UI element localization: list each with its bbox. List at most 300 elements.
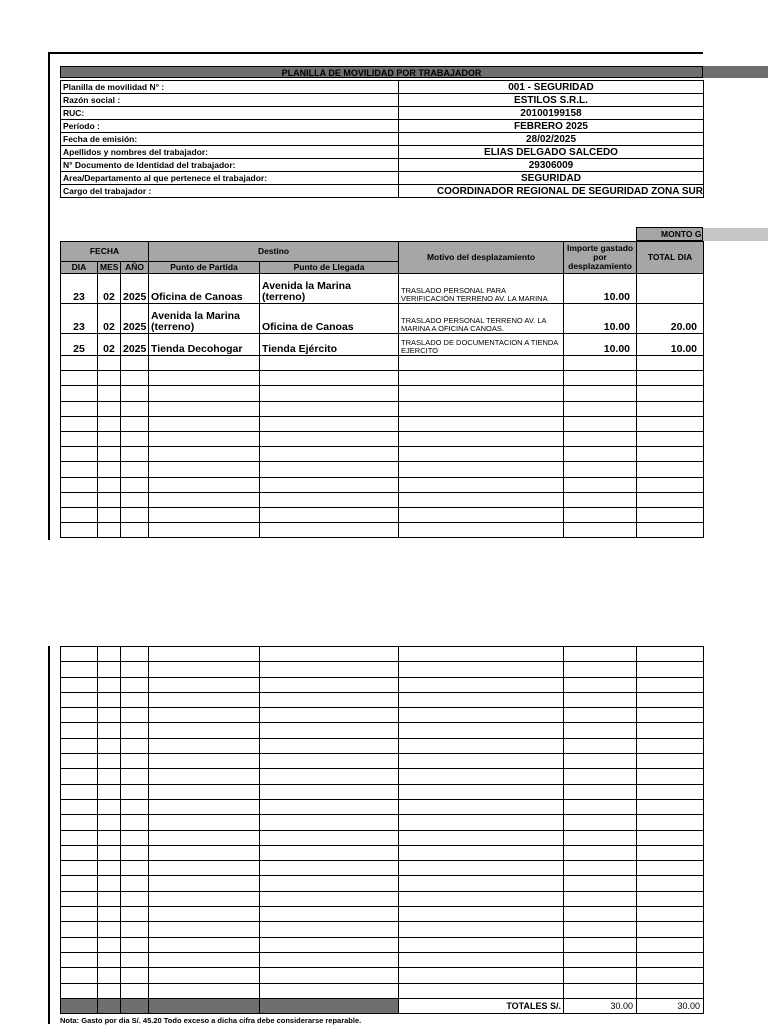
- empty-cell: [121, 401, 149, 416]
- empty-cell: [121, 462, 149, 477]
- info-value: FEBRERO 2025: [399, 120, 704, 133]
- empty-cell: [637, 738, 704, 753]
- empty-row: [61, 922, 704, 937]
- title-bar-extension: [703, 66, 768, 78]
- cell-llegada: Tienda Ejército: [260, 334, 399, 356]
- empty-cell: [564, 922, 637, 937]
- empty-cell: [637, 431, 704, 446]
- empty-cell: [564, 723, 637, 738]
- empty-cell: [98, 447, 121, 462]
- empty-cell: [149, 356, 260, 371]
- info-label: Cargo del trabajador :: [61, 185, 399, 198]
- empty-row: [61, 477, 704, 492]
- empty-cell: [121, 799, 149, 814]
- empty-row: [61, 830, 704, 845]
- empty-cell: [98, 371, 121, 386]
- empty-cell: [564, 708, 637, 723]
- empty-cell: [260, 784, 399, 799]
- empty-cell: [564, 416, 637, 431]
- empty-cell: [637, 386, 704, 401]
- empty-cell: [399, 754, 564, 769]
- empty-cell: [61, 416, 98, 431]
- empty-cell: [564, 769, 637, 784]
- col-anio-header: AÑO: [121, 262, 149, 274]
- info-row: [61, 133, 704, 146]
- empty-cell: [399, 507, 564, 522]
- empty-cell: [61, 769, 98, 784]
- empty-cell: [121, 784, 149, 799]
- empty-cell: [399, 922, 564, 937]
- empty-row: [61, 968, 704, 983]
- cell-llegada: Oficina de Canoas: [260, 304, 399, 334]
- empty-cell: [61, 983, 98, 998]
- empty-cell: [121, 952, 149, 967]
- empty-cell: [260, 738, 399, 753]
- empty-cell: [121, 523, 149, 538]
- empty-cell: [399, 492, 564, 507]
- empty-cell: [564, 431, 637, 446]
- empty-cell: [637, 891, 704, 906]
- empty-cell: [149, 769, 260, 784]
- empty-cell: [121, 723, 149, 738]
- empty-cell: [61, 922, 98, 937]
- empty-cell: [260, 769, 399, 784]
- empty-cell: [564, 876, 637, 891]
- empty-cell: [260, 647, 399, 662]
- empty-cell: [121, 876, 149, 891]
- empty-cell: [260, 356, 399, 371]
- empty-cell: [121, 447, 149, 462]
- empty-cell: [564, 891, 637, 906]
- empty-cell: [61, 968, 98, 983]
- empty-cell: [98, 523, 121, 538]
- empty-cell: [564, 830, 637, 845]
- info-value: 29306009: [399, 159, 704, 172]
- empty-cell: [149, 416, 260, 431]
- empty-cell: [121, 647, 149, 662]
- empty-cell: [260, 416, 399, 431]
- info-label: N° Documento de Identidad del trabajador:: [61, 159, 399, 172]
- empty-cell: [98, 952, 121, 967]
- empty-cell: [61, 386, 98, 401]
- empty-row: [61, 431, 704, 446]
- empty-cell: [149, 523, 260, 538]
- empty-cell: [149, 861, 260, 876]
- empty-cell: [564, 784, 637, 799]
- info-value: 20100199158: [399, 107, 704, 120]
- empty-cell: [121, 738, 149, 753]
- empty-cell: [61, 692, 98, 707]
- empty-row: [61, 861, 704, 876]
- empty-cell: [637, 754, 704, 769]
- info-value: 001 - SEGURIDAD: [399, 81, 704, 94]
- empty-row: [61, 738, 704, 753]
- empty-cell: [564, 647, 637, 662]
- info-label: Fecha de emisión:: [61, 133, 399, 146]
- empty-cell: [149, 937, 260, 952]
- empty-cell: [564, 983, 637, 998]
- empty-cell: [61, 708, 98, 723]
- empty-cell: [637, 968, 704, 983]
- empty-row: [61, 937, 704, 952]
- empty-row: [61, 692, 704, 707]
- col-mes-header: MES: [98, 262, 121, 274]
- empty-cell: [98, 845, 121, 860]
- empty-cell: [98, 830, 121, 845]
- empty-cell: [61, 952, 98, 967]
- info-label: Area/Departamento al que pertenece el trabajador:: [61, 172, 399, 185]
- empty-cell: [637, 952, 704, 967]
- empty-cell: [260, 447, 399, 462]
- info-row: [61, 146, 704, 159]
- empty-cell: [61, 507, 98, 522]
- empty-cell: [149, 845, 260, 860]
- empty-cell: [149, 891, 260, 906]
- empty-cell: [98, 492, 121, 507]
- empty-cell: [121, 907, 149, 922]
- empty-row: [61, 647, 704, 662]
- info-label: Período :: [61, 120, 399, 133]
- empty-cell: [260, 983, 399, 998]
- empty-cell: [637, 507, 704, 522]
- empty-cell: [260, 952, 399, 967]
- empty-cell: [121, 371, 149, 386]
- empty-cell: [121, 708, 149, 723]
- empty-cell: [564, 845, 637, 860]
- empty-row: [61, 876, 704, 891]
- empty-cell: [121, 677, 149, 692]
- empty-cell: [564, 952, 637, 967]
- empty-cell: [637, 708, 704, 723]
- empty-cell: [61, 845, 98, 860]
- empty-cell: [399, 723, 564, 738]
- info-label: Apellidos y nombres del trabajador:: [61, 146, 399, 159]
- empty-cell: [399, 983, 564, 998]
- movilidad-table: [60, 241, 704, 538]
- empty-cell: [399, 431, 564, 446]
- empty-cell: [61, 723, 98, 738]
- empty-row: [61, 386, 704, 401]
- empty-cell: [637, 677, 704, 692]
- empty-cell: [260, 708, 399, 723]
- empty-cell: [149, 799, 260, 814]
- empty-cell: [98, 647, 121, 662]
- empty-cell: [121, 937, 149, 952]
- empty-cell: [98, 861, 121, 876]
- cell-anio: 2025: [121, 274, 149, 304]
- empty-row: [61, 799, 704, 814]
- empty-cell: [399, 401, 564, 416]
- cell-mes: 02: [98, 274, 121, 304]
- empty-cell: [399, 738, 564, 753]
- empty-cell: [149, 815, 260, 830]
- empty-cell: [260, 386, 399, 401]
- empty-cell: [260, 492, 399, 507]
- empty-cell: [564, 462, 637, 477]
- empty-cell: [98, 477, 121, 492]
- empty-cell: [637, 647, 704, 662]
- empty-cell: [61, 647, 98, 662]
- empty-cell: [399, 708, 564, 723]
- empty-cell: [61, 356, 98, 371]
- table-row: [61, 304, 704, 334]
- totals-filler: [61, 998, 98, 1013]
- empty-cell: [149, 907, 260, 922]
- empty-cell: [564, 507, 637, 522]
- empty-cell: [399, 523, 564, 538]
- cell-partida: Oficina de Canoas: [149, 274, 260, 304]
- sheet-left-border-page2: [48, 646, 50, 1024]
- empty-cell: [149, 647, 260, 662]
- empty-cell: [121, 692, 149, 707]
- empty-cell: [260, 662, 399, 677]
- table-row: [61, 274, 704, 304]
- empty-cell: [564, 968, 637, 983]
- empty-cell: [61, 523, 98, 538]
- monto-header-extension: [703, 228, 768, 241]
- empty-cell: [637, 692, 704, 707]
- empty-cell: [399, 769, 564, 784]
- empty-cell: [61, 815, 98, 830]
- empty-cell: [98, 876, 121, 891]
- totals-filler: [149, 998, 260, 1013]
- monto-header: [636, 227, 703, 241]
- empty-cell: [637, 799, 704, 814]
- empty-cell: [149, 968, 260, 983]
- empty-cell: [98, 983, 121, 998]
- col-llegada-header: Punto de Llegada: [260, 262, 399, 274]
- sheet-title: PLANILLA DE MOVILIDAD POR TRABAJADOR: [60, 66, 703, 78]
- empty-cell: [399, 815, 564, 830]
- table-row: [61, 334, 704, 356]
- empty-cell: [399, 907, 564, 922]
- empty-cell: [637, 447, 704, 462]
- empty-cell: [399, 371, 564, 386]
- empty-cell: [564, 477, 637, 492]
- empty-cell: [121, 922, 149, 937]
- empty-cell: [61, 462, 98, 477]
- empty-cell: [260, 692, 399, 707]
- info-row: [61, 159, 704, 172]
- empty-row: [61, 401, 704, 416]
- empty-cell: [399, 830, 564, 845]
- empty-cell: [61, 431, 98, 446]
- empty-cell: [98, 507, 121, 522]
- col-fecha-header: FECHA: [61, 242, 149, 262]
- empty-cell: [260, 845, 399, 860]
- empty-cell: [98, 937, 121, 952]
- empty-cell: [399, 416, 564, 431]
- empty-cell: [61, 784, 98, 799]
- empty-cell: [98, 462, 121, 477]
- empty-cell: [98, 769, 121, 784]
- empty-row: [61, 677, 704, 692]
- cell-llegada: Avenida la Marina (terreno): [260, 274, 399, 304]
- empty-cell: [149, 784, 260, 799]
- empty-cell: [121, 386, 149, 401]
- empty-cell: [637, 845, 704, 860]
- empty-row: [61, 492, 704, 507]
- empty-cell: [637, 662, 704, 677]
- empty-cell: [149, 876, 260, 891]
- empty-cell: [121, 662, 149, 677]
- empty-cell: [564, 523, 637, 538]
- empty-cell: [260, 968, 399, 983]
- empty-cell: [149, 922, 260, 937]
- empty-cell: [149, 708, 260, 723]
- col-importe-header: Importe gastado por desplazamiento: [564, 242, 637, 274]
- empty-row: [61, 952, 704, 967]
- empty-cell: [260, 462, 399, 477]
- empty-cell: [399, 876, 564, 891]
- empty-cell: [149, 371, 260, 386]
- empty-cell: [61, 371, 98, 386]
- empty-cell: [98, 723, 121, 738]
- empty-row: [61, 845, 704, 860]
- empty-cell: [149, 677, 260, 692]
- empty-cell: [61, 401, 98, 416]
- empty-cell: [399, 447, 564, 462]
- empty-cell: [399, 692, 564, 707]
- sheet-top-border: [48, 52, 703, 54]
- empty-cell: [637, 416, 704, 431]
- info-table: [60, 80, 704, 198]
- empty-row: [61, 371, 704, 386]
- monto-header-label: MONTO G: [661, 229, 702, 239]
- empty-row: [61, 662, 704, 677]
- empty-cell: [98, 738, 121, 753]
- cell-mes: 02: [98, 304, 121, 334]
- empty-cell: [98, 386, 121, 401]
- empty-cell: [121, 356, 149, 371]
- info-label: Planilla de movilidad N° :: [61, 81, 399, 94]
- empty-cell: [637, 492, 704, 507]
- empty-cell: [121, 492, 149, 507]
- cell-total: 10.00: [637, 334, 704, 356]
- empty-cell: [564, 815, 637, 830]
- empty-cell: [564, 937, 637, 952]
- empty-cell: [399, 477, 564, 492]
- empty-cell: [260, 937, 399, 952]
- totals-importe: 30.00: [564, 998, 637, 1013]
- empty-cell: [61, 876, 98, 891]
- empty-cell: [121, 861, 149, 876]
- empty-cell: [61, 492, 98, 507]
- empty-cell: [149, 723, 260, 738]
- empty-cell: [61, 677, 98, 692]
- empty-cell: [149, 492, 260, 507]
- empty-cell: [564, 907, 637, 922]
- col-total-header: TOTAL DIA: [637, 242, 704, 274]
- sheet-left-border: [48, 52, 50, 540]
- empty-cell: [121, 507, 149, 522]
- cell-importe: 10.00: [564, 274, 637, 304]
- empty-cell: [121, 416, 149, 431]
- empty-cell: [637, 477, 704, 492]
- cell-total: [637, 274, 704, 304]
- empty-row: [61, 769, 704, 784]
- empty-cell: [637, 784, 704, 799]
- empty-cell: [637, 876, 704, 891]
- info-value: SEGURIDAD: [399, 172, 704, 185]
- movilidad-table-continued: [60, 646, 704, 1014]
- info-value: 28/02/2025: [399, 133, 704, 146]
- empty-cell: [260, 431, 399, 446]
- cell-total: 20.00: [637, 304, 704, 334]
- empty-cell: [98, 799, 121, 814]
- empty-cell: [399, 662, 564, 677]
- empty-cell: [61, 907, 98, 922]
- cell-dia: 23: [61, 274, 98, 304]
- empty-cell: [61, 937, 98, 952]
- empty-cell: [98, 677, 121, 692]
- empty-cell: [260, 799, 399, 814]
- empty-cell: [637, 983, 704, 998]
- info-row: [61, 94, 704, 107]
- empty-cell: [121, 891, 149, 906]
- empty-cell: [61, 830, 98, 845]
- empty-cell: [637, 371, 704, 386]
- empty-cell: [260, 371, 399, 386]
- empty-cell: [149, 983, 260, 998]
- empty-cell: [149, 952, 260, 967]
- cell-importe: 10.00: [564, 304, 637, 334]
- empty-cell: [637, 401, 704, 416]
- cell-anio: 2025: [121, 304, 149, 334]
- empty-cell: [61, 477, 98, 492]
- empty-row: [61, 891, 704, 906]
- empty-cell: [564, 662, 637, 677]
- empty-cell: [98, 431, 121, 446]
- empty-cell: [149, 738, 260, 753]
- empty-row: [61, 907, 704, 922]
- empty-row: [61, 983, 704, 998]
- empty-row: [61, 356, 704, 371]
- empty-cell: [149, 401, 260, 416]
- empty-cell: [260, 861, 399, 876]
- cell-importe: 10.00: [564, 334, 637, 356]
- empty-cell: [98, 815, 121, 830]
- info-label: RUC:: [61, 107, 399, 120]
- empty-cell: [98, 401, 121, 416]
- empty-cell: [121, 477, 149, 492]
- empty-cell: [61, 738, 98, 753]
- empty-cell: [399, 891, 564, 906]
- empty-cell: [564, 799, 637, 814]
- empty-cell: [399, 952, 564, 967]
- col-motivo-header: Motivo del desplazamiento: [399, 242, 564, 274]
- cell-anio: 2025: [121, 334, 149, 356]
- empty-cell: [260, 876, 399, 891]
- info-value: ESTILOS S.R.L.: [399, 94, 704, 107]
- empty-cell: [564, 492, 637, 507]
- empty-row: [61, 784, 704, 799]
- empty-cell: [260, 723, 399, 738]
- empty-row: [61, 507, 704, 522]
- empty-cell: [399, 861, 564, 876]
- empty-cell: [564, 692, 637, 707]
- empty-cell: [98, 907, 121, 922]
- info-row: [61, 81, 704, 94]
- empty-cell: [637, 815, 704, 830]
- empty-cell: [564, 356, 637, 371]
- info-value: COORDINADOR REGIONAL DE SEGURIDAD ZONA SUR: [399, 185, 704, 198]
- footnote: Nota: Gasto por dia S/. 45.20 Todo exceso a dicha cifra debe considerarse reparable.: [60, 1016, 362, 1025]
- empty-cell: [399, 845, 564, 860]
- empty-cell: [399, 799, 564, 814]
- empty-cell: [61, 447, 98, 462]
- cell-dia: 25: [61, 334, 98, 356]
